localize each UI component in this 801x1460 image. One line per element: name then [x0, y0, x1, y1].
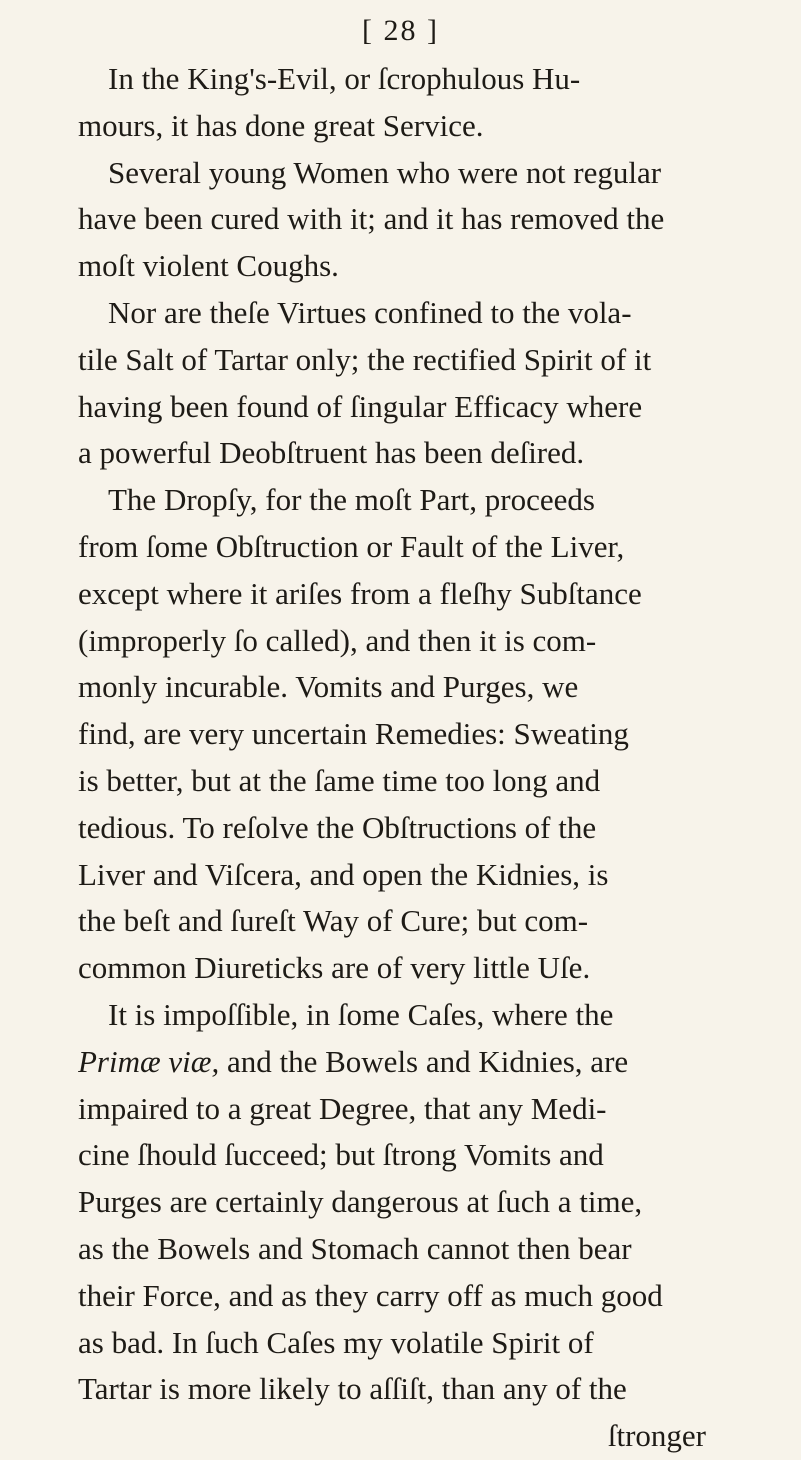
text-line: [78, 1039, 726, 1086]
text-line: [78, 1226, 726, 1273]
text-line: [78, 711, 726, 758]
italic-phrase: Primæ viæ,: [78, 1043, 220, 1079]
text-line: [78, 290, 726, 337]
text-line: [78, 150, 726, 197]
text-line: [78, 805, 726, 852]
line-text: tedious. To reſolve the Obſtructions of the: [78, 809, 597, 845]
text-line: [78, 898, 726, 945]
line-text: having been found of ſingular Efficacy where: [78, 388, 643, 424]
text-line: [78, 243, 726, 290]
text-line: [78, 337, 726, 384]
line-text: as bad. In ſuch Caſes my volatile Spirit of: [78, 1324, 594, 1360]
line-text: as the Bowels and Stomach cannot then bear: [78, 1230, 632, 1266]
line-text: from ſome Obſtruction or Fault of the Liver,: [78, 528, 625, 564]
line-text: monly incurable. Vomits and Purges, we: [78, 669, 579, 705]
text-line: [78, 1086, 726, 1133]
text-line: [78, 384, 726, 431]
text-line: [78, 524, 726, 571]
text-line: [78, 1132, 726, 1179]
text-line: [78, 1179, 726, 1226]
line-text: the beſt and ſureſt Way of Cure; but com-: [78, 903, 589, 939]
line-text: Several young Women who were not regular: [108, 154, 662, 190]
text-line: [78, 571, 726, 618]
text-line: [78, 945, 726, 992]
line-text: impaired to a great Degree, that any Medi-: [78, 1090, 607, 1126]
line-text: mours, it has done great Service.: [78, 107, 484, 143]
text-line: [78, 992, 726, 1039]
line-text: and the Bowels and Kidnies, are: [219, 1043, 629, 1079]
line-text: cine ſhould ſucceed; but ſtrong Vomits and: [78, 1137, 604, 1173]
text-line: [78, 1273, 726, 1320]
line-text: The Dropſy, for the moſt Part, proceeds: [108, 482, 595, 518]
text-line: [78, 618, 726, 665]
line-text: It is impoſſible, in ſome Caſes, where the: [108, 996, 614, 1032]
line-text: (improperly ſo called), and then it is com-: [78, 622, 597, 658]
line-text: have been cured with it; and it has removed the: [78, 201, 665, 237]
line-text: a powerful Deobſtruent has been deſired.: [78, 435, 585, 471]
text-line: [78, 477, 726, 524]
text-line: [78, 1366, 726, 1413]
catchword: ſtronger: [607, 1418, 706, 1454]
line-text: find, are very uncertain Remedies: Sweating: [78, 716, 629, 752]
line-text: except where it ariſes from a fleſhy Subſtance: [78, 575, 642, 611]
text-line: [78, 758, 726, 805]
line-text: Purges are certainly dangerous at ſuch a time,: [78, 1184, 643, 1220]
text-line: [78, 1320, 726, 1367]
line-text: moſt violent Coughs.: [78, 248, 339, 284]
line-text: is better, but at the ſame time too long and: [78, 762, 601, 798]
line-text: Nor are theſe Virtues confined to the vola-: [108, 294, 632, 330]
text-line: [78, 103, 726, 150]
page-number: [ 28 ]: [362, 14, 439, 47]
text-line: [78, 852, 726, 899]
text-line: [78, 56, 726, 103]
text-line: [78, 664, 726, 711]
body-text: [78, 56, 726, 1460]
text-line: [78, 430, 726, 477]
text-line: [78, 196, 726, 243]
line-text: Tartar is more likely to aſſiſt, than any of the: [78, 1371, 627, 1407]
line-text: tile Salt of Tartar only; the rectified Spirit of it: [78, 341, 652, 377]
line-text: common Diureticks are of very little Uſe.: [78, 950, 591, 986]
line-text: In the King's-Evil, or ſcrophulous Hu-: [108, 61, 581, 96]
line-text: Liver and Viſcera, and open the Kidnies, is: [78, 856, 609, 892]
line-text: their Force, and as they carry off as much good: [78, 1277, 663, 1313]
